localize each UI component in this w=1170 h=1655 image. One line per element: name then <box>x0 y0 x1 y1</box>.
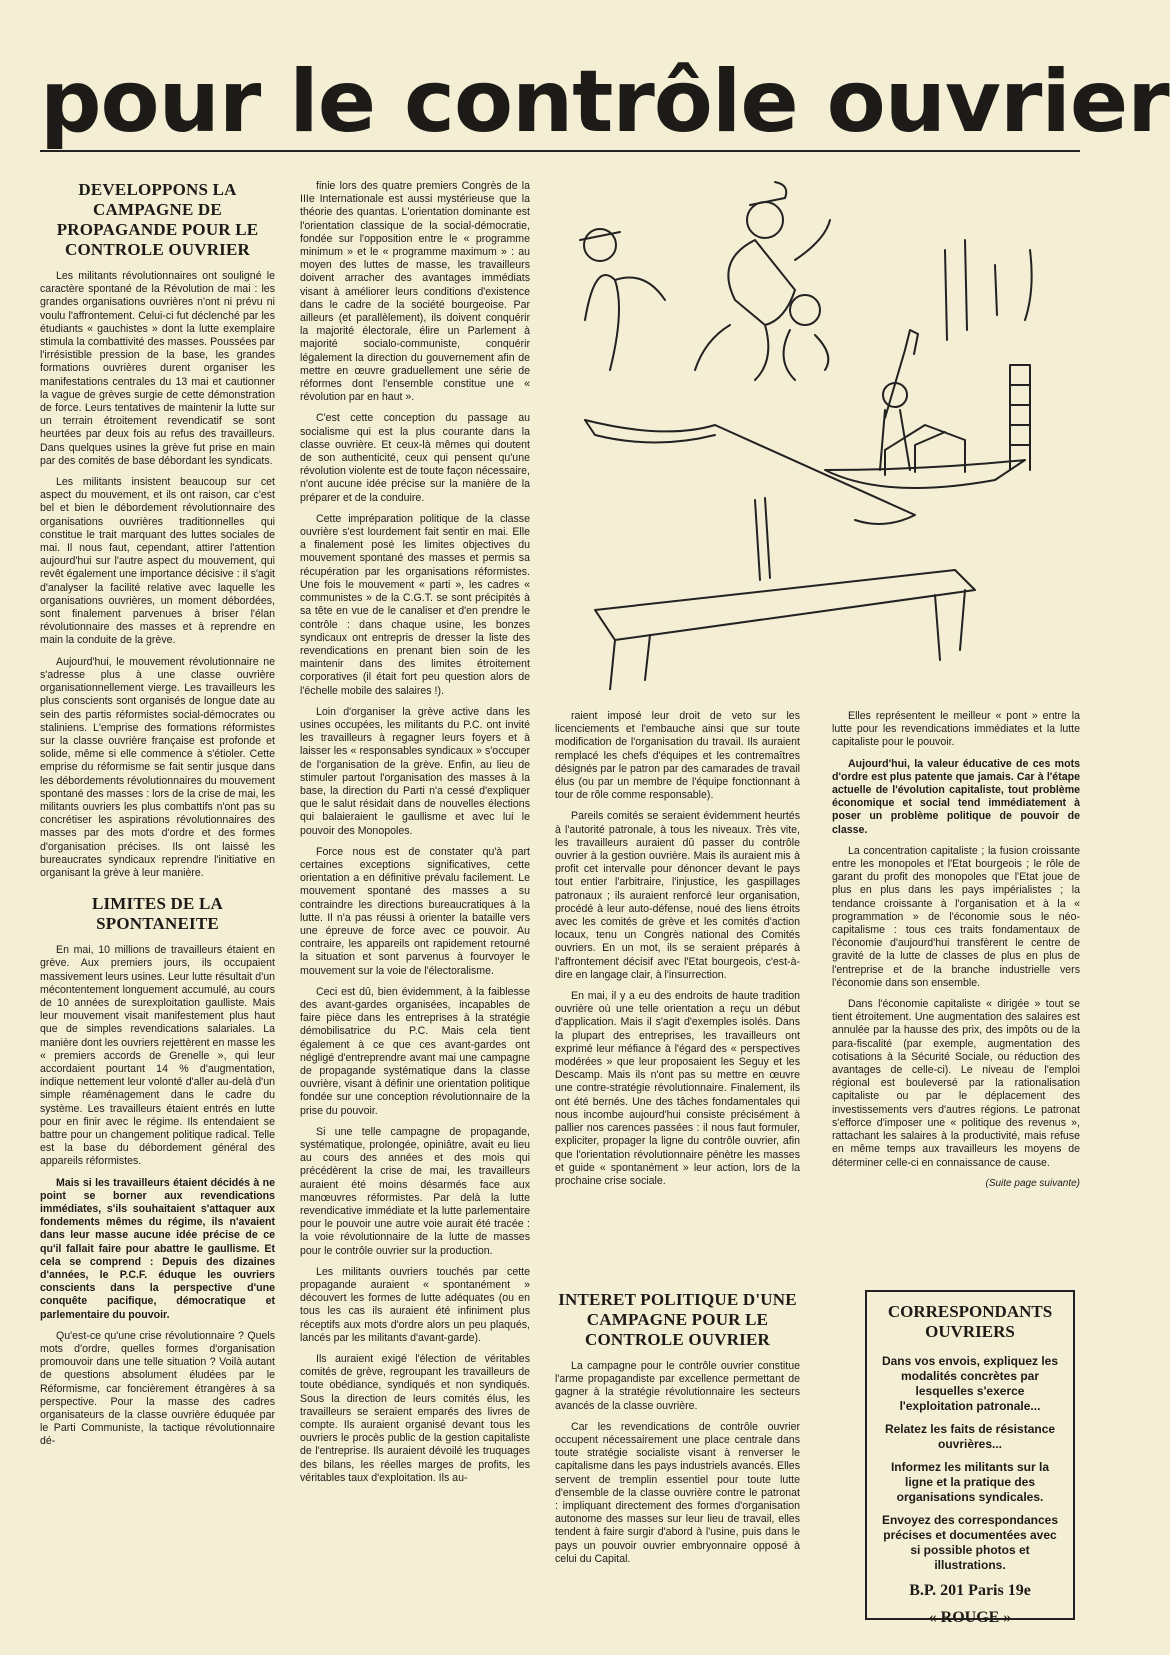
paragraph: En mai, il y a eu des endroits de haute tradition ouvrière où une telle orientation a reçu un début d'application. Mais il s'agit d'exemples isolés. Dans la plupart des entreprises, les travailleurs ont exprimé leur méfiance à l'égard des « perspectives modérées » que leur proposaient les Seguy et les Descamp. Mais ils n'ont pas su mettre en œuvre une contre-stratégie révolutionnaire. Finalement, ils ont été bernés. Une des tâches fondamentales qui nous incombe aujourd'hui consiste précisément à pallier nos carences passées : il nous faut formuler, expliciter, propager la ligne du contrôle ouvrier, afin que l'orientation révolutionnaire pénètre les masses et guide « spontanément » leur action, lors de la prochaine crise sociale. <box>555 990 800 1187</box>
paragraph: Les militants insistent beaucoup sur cet aspect du mouvement, et ils ont raison, car c'est bel et bien le débordement révolutionnaire des organisations ouvrières traditionnelles qui constitue le trait marquant des luttes sociales de mai. Il nous faut, cependant, attirer l'attention aujourd'hui sur l'autre aspect du mouvement, qui revêt également une importance décisive : il s'agit d'analyser la facilité relative avec laquelle les organisations ouvrières, un moment débordées, sont finalement parvenues à briser l'élan révolutionnaire des masses et à reprendre en main la conduite de la grève. <box>40 476 275 647</box>
paragraph: Qu'est-ce qu'une crise révolutionnaire ? Quels mots d'ordre, quelles formes d'organisation promouvoir dans une telle situation ? Voilà autant de questions absolument éludées par le Réformisme, car foncièrement étrangères à sa perspective. Pour la masse des cadres organisateurs de la classe ouvrière éduquée par le Parti Communiste, la tactique révolutionnaire dé- <box>40 1329 275 1448</box>
cartoon-illustration <box>555 170 1080 690</box>
column-1 <box>40 180 275 1620</box>
box-item: Relatez les faits de résistance ouvrières... <box>884 1422 1056 1451</box>
paragraph: Si une telle campagne de propagande, systématique, prolongée, opiniâtre, avait eu lieu au cours des années et des mois qui précédèrent la crise de mai, les travailleurs auraient été moins désarmés face aux manœuvres réformistes. Par delà la lutte revendicative immédiate et la lutte parlementaire pour le pouvoir une autre voie aurait été tracée : la voie révolutionnaire de la lutte de masses pour le contrôle ouvrier sur la production. <box>300 1125 530 1257</box>
paragraph: Aujourd'hui, la valeur éducative de ces mots d'ordre est plus patente que jamais. Car à l'étape actuelle de l'évolution capitaliste, tout problème économique et social tend immédiatement à poser un problème politique de pouvoir de classe. <box>832 757 1080 836</box>
paragraph: Ceci est dû, bien évidemment, à la faiblesse des avant-gardes organisées, incapables de faire pièce dans les entreprises à la stratégie démobilisatrice du P.C. Mais cela tient également à ce que ces avant-gardes ont négligé d'entreprendre avant mai une campagne de propagande systématique dans la classe ouvrière, visant à définir une orientation politique fondée sur une conception révolutionnaire de la prise du pouvoir. <box>300 985 530 1117</box>
box-address: B.P. 201 Paris 19e <box>909 1582 1031 1599</box>
box-title: CORRESPONDANTS OUVRIERS <box>887 1302 1053 1341</box>
paragraph: Dans l'économie capitaliste « dirigée » tout se tient étroitement. Une augmentation des salaires est annulée par la hausse des prix, des impôts ou de la para-fiscalité (par exemple, augmentation des cotisations à la Sécurité Sociale, ou réduction des avantages de celle-ci). Le niveau de l'emploi régional est bouleversé par la rationalisation capitaliste ou par le déplacement des investissements vers d'autres régions. Le patronat s'efforce d'imposer une « politique des revenus », rattachant les salaires à la productivité, mais refuse en même temps aux travailleurs les moyens de déterminer celle-ci en connaissance de cause. <box>832 998 1080 1169</box>
paragraph: La concentration capitaliste ; la fusion croissante entre les monopoles et l'Etat bourgeois ; le rôle de garant du profit des monopoles que l'Etat joue de plus en plus dans les pays impérialistes ; la tendance croissante à l'organisation et à la « programmation » de l'économie sous le néo-capitalisme : tous ces traits fondamentaux de l'économie d'aujourd'hui transfèrent le centre de gravité de la lutte de classes de plus en plus de l'entreprise et de la branche industrielle vers l'économie dans son ensemble. <box>832 844 1080 989</box>
box-item: Dans vos envois, expliquez les modalités concrètes par lesquelles s'exerce l'exploitation patronale... <box>881 1354 1059 1413</box>
paragraph: Elles représentent le meilleur « pont » entre la lutte pour les revendications immédiates et la lutte capitaliste pour le pouvoir. <box>832 710 1080 749</box>
page-headline: pour le contrôle ouvrier <box>40 52 1169 152</box>
paragraph: En mai, 10 millions de travailleurs étaient en grève. Aux premiers jours, ils occupaient massivement leurs usines. Leur lutte résultait d'un mécontentement longuement accumulé, au cours de 10 années de surexploitation gaulliste. Mais leur mouvement visait manifestement plus haut que de simples revendications salariales. La manière dont les ouvriers rejettèrent en masse les « premiers accords de Grenelle », qui leur accordaient pourtant 14 % d'augmentation, indique nettement leur volonté d'aller au-delà d'un simple réaménagement dans le cadre du système. Les travailleurs étaient entrés en lutte pour en finir avec le régime. Ils entendaient se battre pour un changement politique radical. Telle est la base du débordement général des appareils réformistes. <box>40 944 275 1168</box>
paragraph: raient imposé leur droit de veto sur les licenciements et l'embauche ainsi que sur toute modification de l'organisation du travail. Ils auraient remplacé les chefs d'équipes et les contremaîtres désignés par le patron par des camarades de travail élus (ou par un membre de l'équipe fonctionnant à tour de rôle comme responsable). <box>555 710 800 802</box>
section-title-3: INTERET POLITIQUE D'UNE CAMPAGNE POUR LE CONTROLE OUVRIER <box>558 1290 797 1349</box>
correspondents-box <box>865 1290 1075 1626</box>
section-title-1: DEVELOPPONS LA CAMPAGNE DE PROPAGANDE POUR LE CONTROLE OUVRIER <box>56 180 259 259</box>
paragraph: La campagne pour le contrôle ouvrier constitue l'arme propagandiste par excellence permettant de gagner à la stratégie révolutionnaire les secteurs avancés de la classe ouvrière. <box>555 1360 800 1412</box>
paragraph: Car les revendications de contrôle ouvrier occupent nécessairement une place centrale dans toute stratégie socialiste visant à renverser le capitalisme dans les pays industriels avancés. Elles servent de tremplin essentiel pour toute lutte d'ensemble de la classe ouvrière contre le patronat : impliquant directement des formes d'organisation autonome des masses sur leur lieu de travail, elles tendent à faire surgir d'abord à l'usine, puis dans le pays un pouvoir ouvrier embryonnaire opposé à celui du Capital. <box>555 1420 800 1565</box>
paragraph: Force nous est de constater qu'à part certaines exceptions significatives, cette orientation a en définitive prévalu facilement. Le mouvement spontané des masses a su contraindre les directions bureaucratiques à la lutte. Il n'a pas réussi à orienter la bataille vers une épreuve de force avec ce pouvoir. Au contraire, les appareils ont rapidement retourné la situation et sont parvenus à fourvoyer le mouvement sur la voie de l'électoralisme. <box>300 845 530 977</box>
box-item: Informez les militants sur la ligne et la pratique des organisations syndicales. <box>890 1460 1050 1504</box>
column-3 <box>555 710 800 1280</box>
paragraph: C'est cette conception du passage au socialisme qui est la plus courante dans la classe ouvrière. Et ceux-là mêmes qui doutent de son authenticité, ceux qui pensent qu'une révolution violente est de toute façon nécessaire, n'ont aucune idée précise sur la manière de la préparer et de la conduire. <box>300 412 530 504</box>
paragraph: Les militants ouvriers touchés par cette propagande auraient « spontanément » découvert les formes de lutte adéquates (ou en tous les cas ils auraient été infiniment plus réceptifs aux mots d'ordre alors un peu plaqués, lancés par les militants d'avant-garde). <box>300 1265 530 1344</box>
box-paper-name: « ROUGE » <box>928 1609 1012 1626</box>
paragraph: Pareils comités se seraient évidemment heurtés à l'autorité patronale, à tous les niveaux. Très vite, les travailleurs auraient dû passer du contrôle ouvrier à la gestion ouvrière. Mais ils auraient mis à profit cet intervalle pour dénoncer devant le pays tout entier l'arbitraire, l'injustice, les gaspillages patronaux ; ils auraient renforcé leur organisation, procédé à leur auto-défense, noué des liens étroits avec les comités de grève et les comités d'action locaux, tenu un Congrès national des Comités ouvriers. En un mot, ils se seraient préparés à l'affrontement décisif avec l'Etat bourgeois, c'est-à-dire en langage clair, à l'insurrection. <box>555 810 800 981</box>
paragraph: finie lors des quatre premiers Congrès de la IIIe Internationale est aussi mystérieuse que la théorie des quantas. L'orientation dominante est l'orientation classique de la social-démocratie, fondée sur l'opposition entre le « programme minimum » et le « programme maximum » : au moyen des luttes de masse, les travailleurs doivent arracher des avantages immédiats visant à améliorer leurs conditions d'existence dans le cadre de la société bourgeoise. Par ailleurs (et parallèlement), ils doivent conquérir la majorité électorale, élire un Parlement à majorité socialo-communiste, conquérir légalement la direction du gouvernement afin de mettre en œuvre graduellement une série de réformes dont l'ensemble constitue une « révolution par en haut ». <box>300 180 530 404</box>
section-title-2: LIMITES DE LA SPONTANEITE <box>91 894 224 934</box>
paragraph: Les militants révolutionnaires ont souligné le caractère spontané de la Révolution de mai : les grandes organisations ouvrières n'ont ni prévu ni voulu l'affrontement. Celui-ci fut déclenché par les étudiants « gauchistes » dont la lutte exemplaire stimula la combattivité des masses. Poussées par l'irrésistible pression de la base, les grandes formations ouvrières durent organiser les manifestations centrales du 13 mai et cautionner la vague de grèves surgie de cette démonstration de force. Leurs tentatives de maintenir la lutte sur un terrain étroitement revendicatif se sont heurtées par deux fois au refus des travailleurs. Dans quelques usines la grève fut prise en main par des comités de base débordant les syndicats. <box>40 270 275 467</box>
column-4 <box>832 710 1080 1265</box>
column-3-lower <box>555 1290 800 1620</box>
continued-note: (Suite page suivante) <box>985 1177 1080 1189</box>
paragraph: Mais si les travailleurs étaient décidés à ne point se borner aux revendications immédiates, s'ils souhaitaient s'attaquer aux fondements mêmes du régime, ils n'avaient dans leur masse aucune idée précise de ce qu'il fallait faire pour abattre le gaullisme. Et cela se comprend : Depuis des dizaines d'années, le P.C.F. éduque les ouvriers conscients dans la perspective d'une conquête pacifique, démocratique et parlementaire du pouvoir. <box>40 1176 275 1321</box>
paragraph: Loin d'organiser la grève active dans les usines occupées, les militants du P.C. ont invité les travailleurs à regagner leurs foyers et à laisser les « responsables syndicaux » s'occuper de l'organisation de la grève. Enfin, au lieu de stimuler partout l'organisation des masses à la base, la direction du Parti n'a cessé d'expliquer que le salut résidait dans de nouvelles élections qui balaieraient le gaullisme et avec lui le pouvoir des Monopoles. <box>300 705 530 837</box>
paragraph: Aujourd'hui, le mouvement révolutionnaire ne s'adresse plus à une classe ouvrière organisationnellement vierge. Les travailleurs les plus conscients sont organisés de longue date au sein des partis réformistes social-démocrates ou staliniens. L'emprise des formations réformistes sur la classe ouvrière française est profonde et solide, même si elle commence à s'étioler. Cette emprise du réformisme se fait sentir jusque dans les débordements révolutionnaires du mouvement spontané des masses : lors de la crise de mai, les militants ouvriers les plus combattifs n'ont pas su concrétiser les aspirations révolutionnaires des masses par des mots d'ordre et des formes d'organisation précises. Ils ont laissé les bureaucrates syndicaux reprendre l'initiative en organisant la grève à leur manière. <box>40 655 275 879</box>
paragraph: Cette impréparation politique de la classe ouvrière s'est lourdement fait sentir en mai. Elle a finalement posé les limites objectives du mouvement spontané des masses et permis sa récupération par les organisations réformistes. Une fois le mouvement « parti », les cadres « communistes » de la C.G.T. se sont précipités à sa tête en vue de le canaliser et d'en prendre le contrôle : dans chaque usine, les bonzes syndicaux ont entrepris de dresser la liste des revendications en prenant bien soin de les maintenir dans des limites étroitement corporatives (il était fort peu question alors de l'échelle mobile des salaires !). <box>300 512 530 697</box>
headline-rule <box>40 150 1080 152</box>
column-2 <box>300 180 530 1620</box>
paragraph: Ils auraient exigé l'élection de véritables comités de grève, regroupant les travailleurs de toute obédiance, syndiqués et non syndiqués. Sous la direction de leurs comités élus, les travailleurs se seraient emparés des livres de compte. Ils auraient organisé devant tous les ouvriers le procès public de la gestion capitaliste de l'entreprise. Ils auraient dévoilé les truquages des bilans, les réelles marges de profits, les véritables taux d'exploitation. Ils au- <box>300 1353 530 1484</box>
box-item: Envoyez des correspondances précises et documentées avec si possible photos et illustrations. <box>881 1513 1059 1572</box>
